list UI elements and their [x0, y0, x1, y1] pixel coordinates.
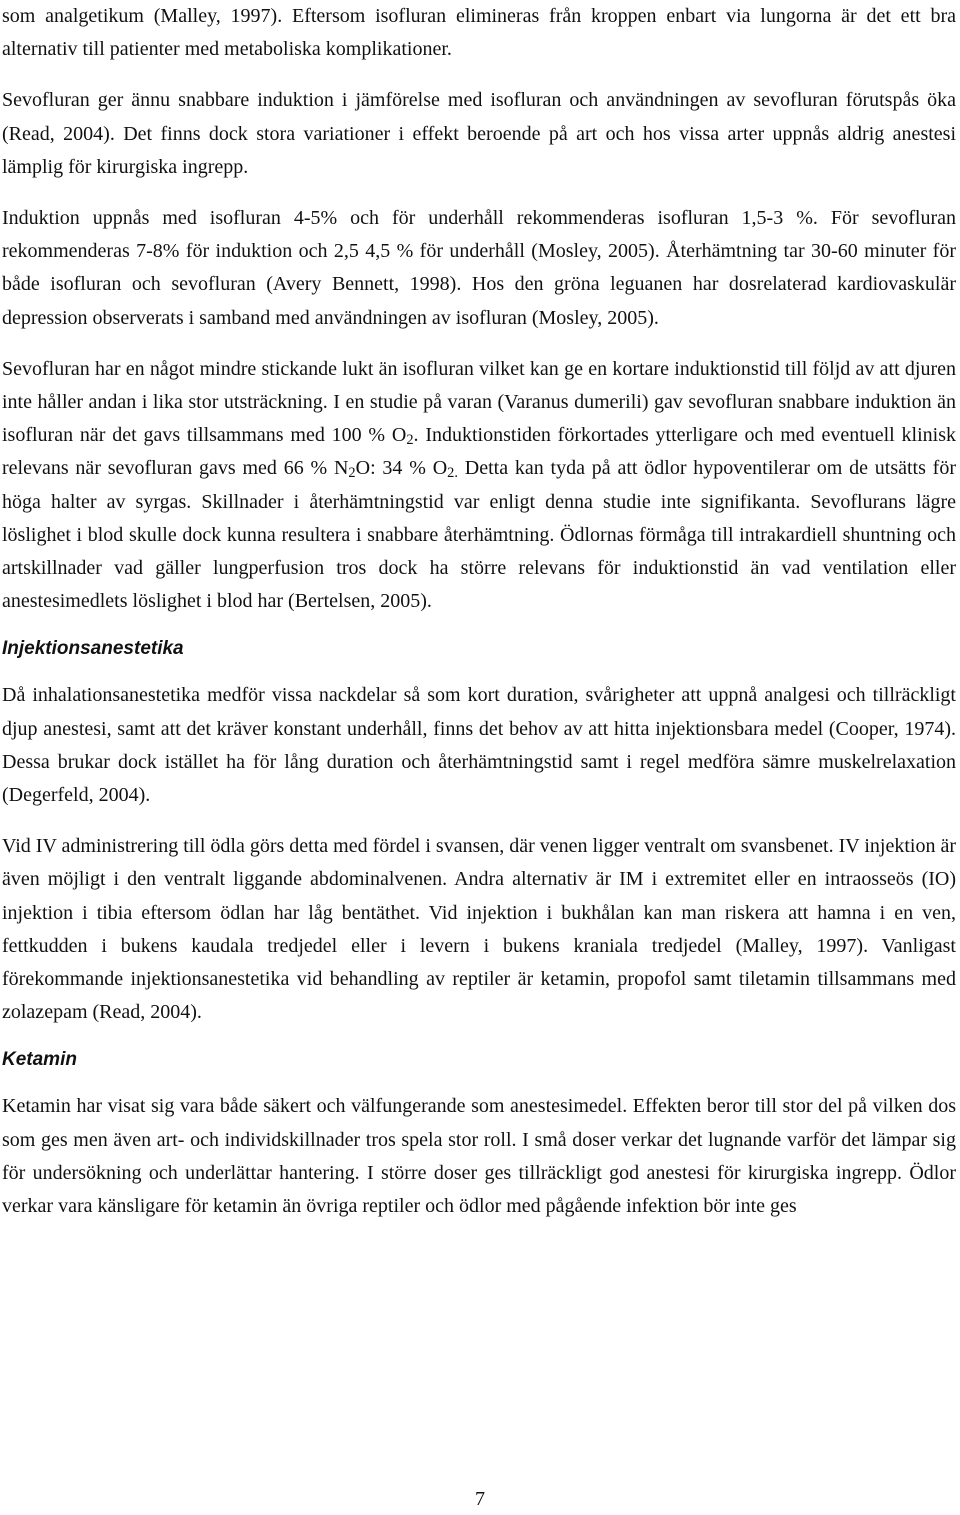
paragraph-injectable-intro: Då inhalationsanestetika medför vissa nackdelar så som kort duration, svårigheter att uppnå analgesi och tillräckligt djup anestesi, samt att det kräver konstant underhåll, finns det behov av att hitta injektionsbara medel (Cooper, 1974). Dessa brukar dock istället ha för lång duration och återhämtningstid samt i regel medföra sämre muskelrelaxation (Degerfeld, 2004). [2, 684, 956, 807]
paragraph-dosage: Induktion uppnås med isofluran 4-5% och för underhåll rekommenderas isofluran 1,5-3 %. För sevofluran rekommenderas 7-8% för induktion och 2,5 4,5 % för underhåll (Mosley, 2005). Återhämtning tar 30-60 minuter för både isofluran och sevofluran (Avery Bennett, 1998). Hos den gröna leguanen har dosrelaterad kardiovaskulär depression observerats i samband med användningen av isofluran (Mosley, 2005). [2, 207, 956, 329]
paragraph-ketamin: Ketamin har visat sig vara både säkert och välfungerande som anestesimedel. Effekten beror till stor del på vilken dos som ges men även art- och individskillnader tros spela stor roll. I små doser verkar det lugnande varför det lämpar sig för undersökning och underlättar hantering. I större doser ges tillräckligt god anestesi för kirurgiska ingrepp. Ödlor verkar vara känsligare för ketamin än övriga reptiler och ödlor med pågående infektion bör inte ges [2, 1095, 956, 1218]
subscript: 2 [406, 432, 414, 449]
section-heading-ketamin: Ketamin [2, 1049, 77, 1071]
paragraph-text: . Induktionstiden förkortades ytterligare och med eventuell klinisk relevans när sevofluran gavs med 66 % N [2, 424, 956, 480]
paragraph-iv-administration: Vid IV administrering till ödla görs detta med fördel i svansen, där venen ligger ventralt om svansbenet. IV injektion är även möjligt i den ventralt liggande abdominalvenen. Andra alternativ är IM i extremitet eller en intraosseös (IO) injektion i tibia eftersom ödlan har låg bentäthet. Vid injektion i bukhålan kan man riskera att hamna i en ven, fettkudden i bukens kaudala tredjedel eller i levern i bukens kraniala tredjedel (Malley, 1997). Vanligast förekommande injektionsanestetika vid behandling av reptiler är ketamin, propofol samt tiletamin tillsammans med zolazepam (Read, 2004). [2, 835, 956, 1024]
section-heading-injektionsanestetika: Injektionsanestetika [2, 638, 184, 660]
paragraph-text: Sevofluran har en något mindre stickande lukt än isofluran vilket kan ge en kortare induktionstid till följd av att djuren inte håller andan i lika stor utsträckning. I en studie på varan (Varanus dumerili) gav sevofluran snabbare induktion än isofluran när det gavs tillsammans med 100 % O [2, 357, 956, 447]
paragraph-sevofluran-study [2, 353, 956, 619]
paragraph-isofluran-elimination: som analgetikum (Malley, 1997). Eftersom isofluran elimineras från kroppen enbart via lungorna är det ett bra alternativ till patienter med metaboliska komplikationer. [2, 5, 956, 61]
paragraph-text: O: 34 % O [355, 457, 448, 480]
paragraph-sevofluran-induction: Sevofluran ger ännu snabbare induktion i jämförelse med isofluran och användningen av sevofluran förutspås öka (Read, 2004). Det finns dock stora variationer i effekt beroende på art och hos vissa arter uppnås aldrig anestesi lämplig för kirurgiska ingrepp. [2, 89, 956, 178]
subscript: 2 [348, 465, 356, 482]
page-number: 7 [475, 1488, 485, 1510]
subscript: 2. [447, 465, 458, 482]
document-page [2, 0, 956, 1223]
paragraph-text: Detta kan tyda på att ödlor hypoventilerar om de utsätts för höga halter av syrgas. Skillnader i återhämtningstid var enligt denna studie inte signifikanta. Sevoflurans lägre löslighet i blod skulle dock kunna resultera i snabbare återhämtning. Ödlornas förmåga till intrakardiell shuntning och artskillnader vad gäller lungperfusion tros dock ha större relevans för induktionstid än vad ventilation eller anestesimedlets löslighet i blod har (Bertelsen, 2005). [2, 457, 957, 613]
